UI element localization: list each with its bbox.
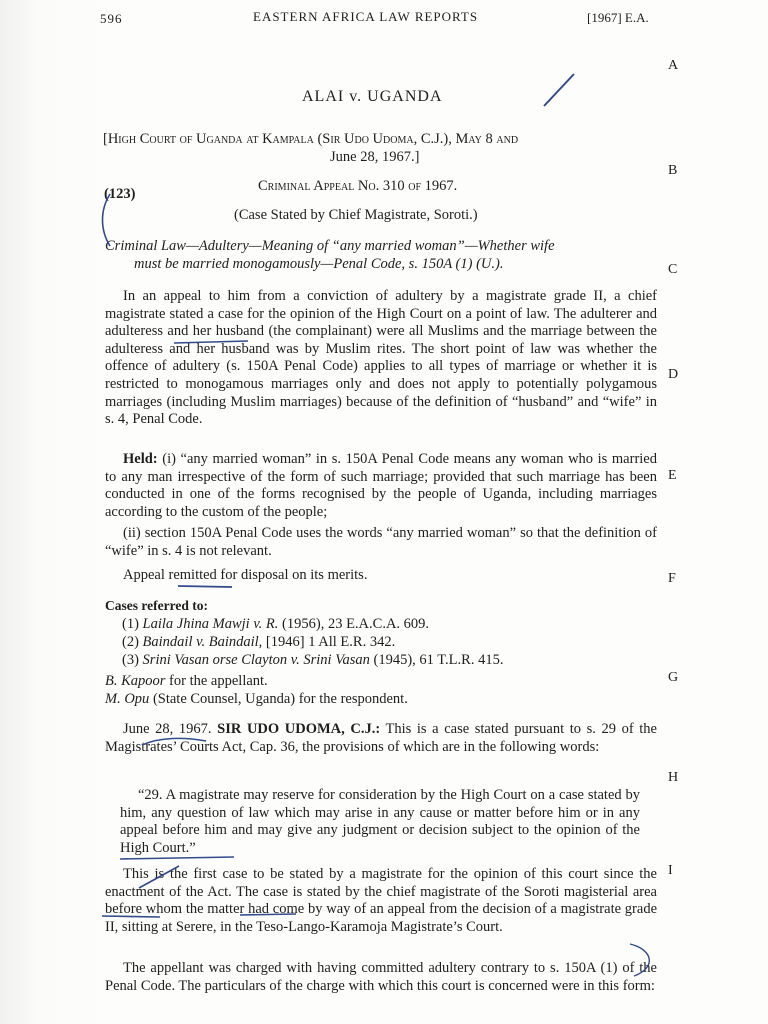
case-item xyxy=(122,633,503,651)
appellant-counsel-role: for the appellant. xyxy=(169,673,268,689)
case-title: ALAI v. UGANDA xyxy=(302,88,443,105)
counsel-respondent xyxy=(105,691,408,709)
stated-by: (Case Stated by Chief Magistrate, Soroti.) xyxy=(234,207,478,223)
pen-annotation-bracket xyxy=(96,190,116,250)
court-line-1: [High Court of Uganda at Kampala (Sir Udo Udoma, C.J.), May 8 and xyxy=(103,131,519,147)
statute-quote-text: “29. A magistrate may reserve for consideration by the High Court on a case stated by him, any question of law which may arise in any cause or matter before him or in any appeal before him and may give any judgment or decision subject to the opinion of the High Court.” xyxy=(120,787,640,856)
counsel-appellant xyxy=(105,673,268,691)
case-item-number: (1) xyxy=(122,616,139,632)
held-point-1 xyxy=(105,451,657,521)
result-line: Appeal remitted for disposal on its merits. xyxy=(123,567,368,583)
respondent-counsel-role: (State Counsel, Uganda) for the respondent. xyxy=(152,691,408,707)
judgment-opening-body: This is a case stated pursuant to s. 29 of the Magistrates’ Courts Act, Cap. 36, the provisions of which are in the following words: xyxy=(105,721,657,755)
pen-annotation-slash xyxy=(540,70,580,110)
page-number: 596 xyxy=(100,11,123,26)
judgment-paragraph-2-text: This is the first case to be stated by a magistrate for the opinion of this court since the enactment of the Act. The case is stated by the chief magistrate of the Soroti magisterial area before whom the matter had come by way of an appeal from the decision of a magistrate grade II, sitting at Serere, in the Teso-Lango-Karamoja Magistrate’s Court. xyxy=(105,866,657,935)
case-item-citation: (1945), 61 T.L.R. 415. xyxy=(373,652,504,668)
citation: [1967] E.A. xyxy=(587,10,649,25)
catchwords-line-1: Criminal Law—Adultery—Meaning of “any married woman”—Whether wife xyxy=(105,238,555,254)
case-item xyxy=(122,651,503,669)
cases-heading: Cases referred to: xyxy=(105,598,208,613)
judgment-paragraph-3 xyxy=(105,960,657,995)
margin-letter-i: I xyxy=(668,863,673,878)
cases-list xyxy=(122,615,503,669)
held-section xyxy=(105,451,657,561)
pen-annotation-first xyxy=(135,862,185,892)
case-number: (123) xyxy=(104,186,136,202)
pen-underline-soroti xyxy=(100,910,300,922)
appeal-number: Criminal Appeal No. 310 of 1967. xyxy=(258,178,458,194)
margin-letter-b: B xyxy=(668,163,678,178)
court-line-2: June 28, 1967.] xyxy=(330,149,420,165)
case-item xyxy=(122,615,503,633)
appellant-counsel-name: B. Kapoor xyxy=(105,673,166,689)
pen-annotation-bracket-bottom xyxy=(624,940,664,980)
pen-underline-adulterer xyxy=(172,338,252,346)
case-item-citation: [1946] 1 All E.R. 342. xyxy=(265,634,396,650)
case-item-citation: (1956), 23 E.A.C.A. 609. xyxy=(282,616,430,632)
statute-quote xyxy=(120,787,640,857)
case-item-number: (3) xyxy=(122,652,139,668)
judgment-paragraph-2 xyxy=(105,866,657,936)
pen-underline-remitted xyxy=(176,582,236,590)
summary-paragraph xyxy=(105,288,657,429)
judge-name: SIR UDO UDOMA, C.J.: xyxy=(217,721,381,737)
judgment-date: June 28, 1967. xyxy=(123,721,212,737)
margin-letter-h: H xyxy=(668,770,679,785)
held-point-2: (ii) section 150A Penal Code uses the words “any married woman” so that the definition of “wife” in s. 4 is not relevant. xyxy=(105,525,657,559)
case-item-name: Srini Vasan orse Clayton v. Srini Vasan xyxy=(142,652,370,668)
case-item-name: Baindail v. Baindail, xyxy=(142,634,263,650)
margin-letter-e: E xyxy=(668,468,677,483)
judgment-paragraph-3-text: The appellant was charged with having committed adultery contrary to s. 150A (1) of the Penal Code. The particulars of the charge with which this court is concerned were in this form: xyxy=(105,960,657,994)
margin-letter-f: F xyxy=(668,571,676,586)
running-title: EASTERN AFRICA LAW REPORTS xyxy=(253,9,479,24)
case-item-name: Laila Jhina Mawji v. R. xyxy=(142,616,279,632)
held-point-1-text: (i) “any married woman” in s. 150A Penal Code means any woman who is married to any man irrespective of the form of such marriage; provided that such marriage has been conducted in one of the forms recognised by the people of Uganda, including marriages according to the custom of the people; xyxy=(105,451,657,520)
margin-letter-g: G xyxy=(668,670,679,685)
margin-letter-d: D xyxy=(668,367,679,382)
held-label: Held: xyxy=(123,451,158,467)
catchwords-line-2: must be married monogamously—Penal Code, s. 150A (1) (U.). xyxy=(134,256,504,272)
margin-letter-a: A xyxy=(668,58,679,73)
case-item-number: (2) xyxy=(122,634,139,650)
pen-underline-date xyxy=(140,735,210,749)
summary-text: In an appeal to him from a conviction of adultery by a magistrate grade II, a chief magistrate stated a case for the opinion of the High Court on a point of law. The adulterer and adulteress and her husband (the complainant) were all Muslims and the marriage between the adulteress and her husband was by Muslim rites. The short point of law was whether the offence of adultery (s. 150A Penal Code) applies to all types of marriage or whether it is restricted to monogamous marriages only and does not apply to potentially polygamous marriages (including Muslim marriages) because of the definition of “husband” and “wife” in s. 4, Penal Code. xyxy=(105,288,657,428)
margin-letter-c: C xyxy=(668,262,678,277)
respondent-counsel-name: M. Opu xyxy=(105,691,150,707)
